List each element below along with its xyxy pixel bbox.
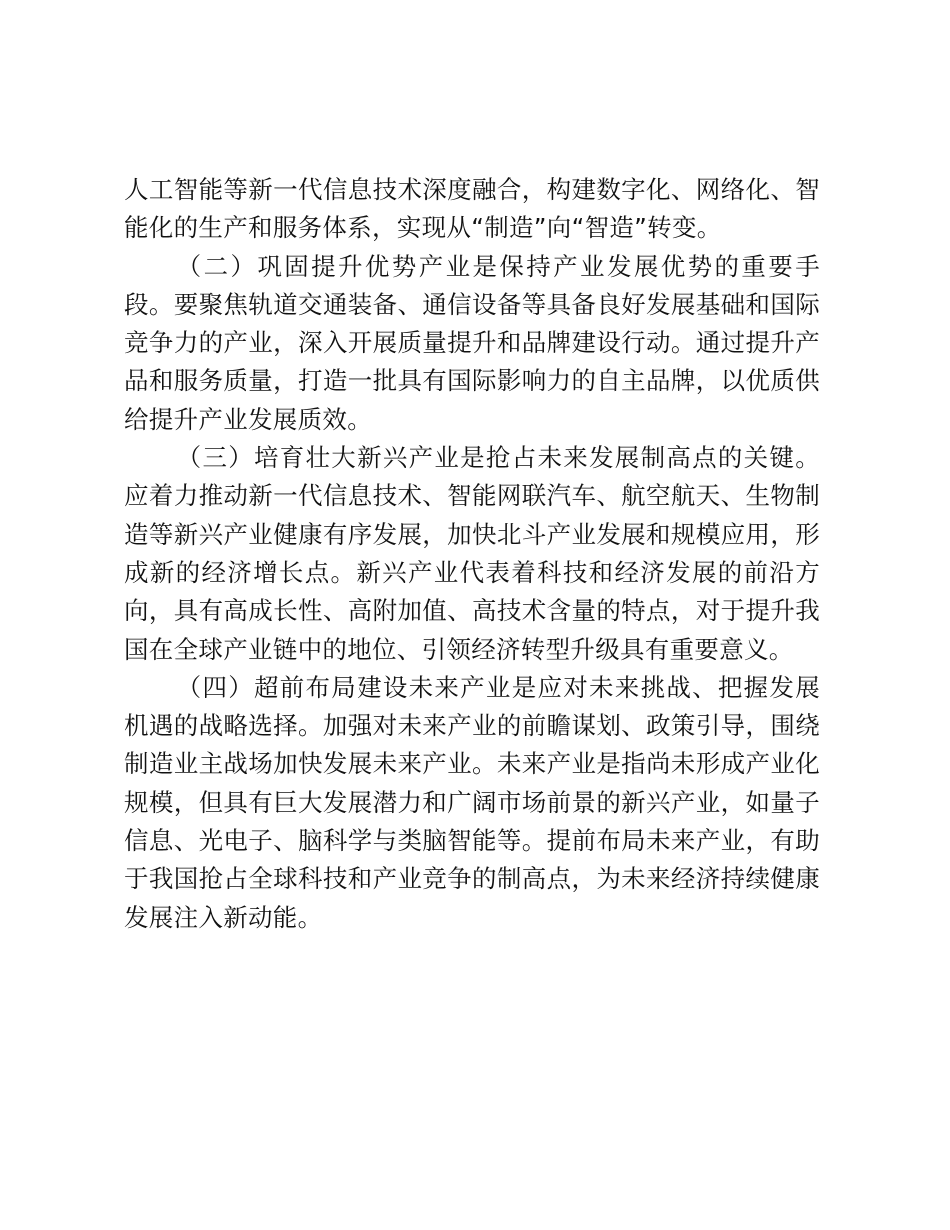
paragraph-section-2: （二）巩固提升优势产业是保持产业发展优势的重要手段。要聚焦轨道交通装备、通信设备等具备良好发展基础和国际竞争力的产业，深入开展质量提升和品牌建设行动。通过提升产品和服务质量，打造一批具有国际影响力的自主品牌，以优质供给提升产业发展质效。 — [124, 251, 820, 434]
paragraph-section-4: （四）超前布局建设未来产业是应对未来挑战、把握发展机遇的战略选择。加强对未来产业的前瞻谋划、政策引导，围绕制造业主战场加快发展未来产业。未来产业是指尚未形成产业化规模，但具有巨大发展潜力和广阔市场前景的新兴产业，如量子信息、光电子、脑科学与类脑智能等。提前布局未来产业，有助于我国抢占全球科技和产业竞争的制高点，为未来经济持续健康发展注入新动能。 — [124, 672, 820, 932]
paragraph-section-3: （三）培育壮大新兴产业是抢占未来发展制高点的关键。应着力推动新一代信息技术、智能网联汽车、航空航天、生物制造等新兴产业健康有序发展，加快北斗产业发展和规模应用，形成新的经济增长点。新兴产业代表着科技和经济发展的前沿方向，具有高成长性、高附加值、高技术含量的特点，对于提升我国在全球产业链中的地位、引领经济转型升级具有重要意义。 — [124, 443, 820, 664]
paragraph-continued: 人工智能等新一代信息技术深度融合，构建数字化、网络化、智能化的生产和服务体系，实现从“制造”向“智造”转变。 — [124, 175, 820, 243]
document-body — [124, 171, 820, 937]
